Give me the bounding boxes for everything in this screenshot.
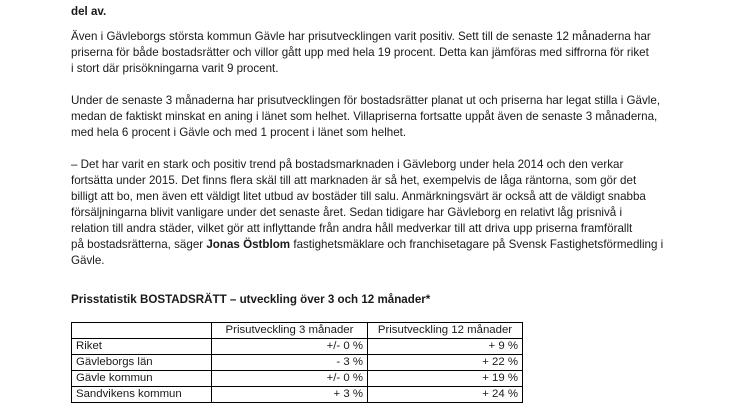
text-line: billigt att bo, men även ett väldigt litet utbud av bostäder till salu. Anmärkningsvärt är också att de väldigt snabba (71, 190, 646, 203)
text-line: – Det har varit en stark och positiv trend på bostadsmarknaden i Gävleborg under hela 2014 och den verkar (71, 158, 624, 171)
table-header-row (72, 323, 523, 339)
text-line: medan de faktiskt minskat en aning i länet som helhet. Villapriserna fortsatte uppåt även de senaste 3 månaderna, (71, 110, 658, 123)
change-3m-cell: + 3 % (212, 387, 368, 403)
table-row (72, 339, 523, 355)
change-12m-cell: + 24 % (368, 387, 523, 403)
price-statistics-table (71, 322, 523, 403)
change-12m-cell: + 22 % (368, 355, 523, 371)
region-cell: Gävle kommun (72, 371, 212, 387)
change-12m-cell: + 19 % (368, 371, 523, 387)
region-cell: Gävleborgs län (72, 355, 212, 371)
change-3m-cell: +/- 0 % (212, 371, 368, 387)
change-12m-cell: + 9 % (368, 339, 523, 355)
change-3m-cell: - 3 % (212, 355, 368, 371)
region-cell: Riket (72, 339, 212, 355)
person-name: Jonas Östblom (206, 238, 291, 251)
table-title: Prisstatistik BOSTADSRÄTT – utveckling över 3 och 12 månader* (71, 293, 431, 306)
text-line: fortsätta under 2015. Det finns flera skäl till att marknaden är så het, exempelvis de låga räntorna, som gör det (71, 174, 637, 187)
table-row (72, 355, 523, 371)
table-row (72, 387, 523, 403)
text-line: relation till andra städer, vilket gör att inflyttande från andra håll medverkar till att driva upp priserna framförallt (71, 222, 633, 235)
paragraph-three-month-trend (71, 93, 671, 141)
quote-attribution-lead: på bostadsrätterna, säger (71, 238, 204, 251)
person-title: fastighetsmäklare och franchisetagare på Svensk Fastighetsförmedling i (293, 238, 664, 251)
change-3m-cell: +/- 0 % (212, 339, 368, 355)
header-3-months: Prisutveckling 3 månader (212, 323, 368, 339)
paragraph-quote (71, 157, 671, 269)
text-line (71, 237, 671, 253)
region-cell: Sandvikens kommun (72, 387, 212, 403)
text-line: Gävle. (71, 254, 105, 267)
lead-text: del av. (71, 5, 107, 18)
text-line: priserna för både bostadsrätter och villor gått upp med hela 19 procent. Detta kan jämföras med siffrorna för riket (71, 46, 649, 59)
text-line: försäljningarna blivit vanligare under det senaste året. Sedan tidigare har Gävleborg en relativt låg prisnivå i (71, 206, 623, 219)
text-line: med hela 6 procent i Gävle och med 1 procent i länet som helhet. (71, 126, 407, 139)
table-row (72, 371, 523, 387)
header-12-months: Prisutveckling 12 månader (368, 323, 523, 339)
text-line: Under de senaste 3 månaderna har prisutvecklingen för bostadsrätter planat ut och priserna har legat stilla i Gävle, (71, 94, 661, 107)
text-line: Även i Gävleborgs största kommun Gävle har prisutvecklingen varit positiv. Sett till de senaste 12 månaderna har (71, 30, 651, 43)
header-region (72, 323, 212, 339)
text-line: i stort där prisökningarna varit 9 procent. (71, 62, 279, 75)
paragraph-gavle-price-trend (71, 29, 671, 77)
